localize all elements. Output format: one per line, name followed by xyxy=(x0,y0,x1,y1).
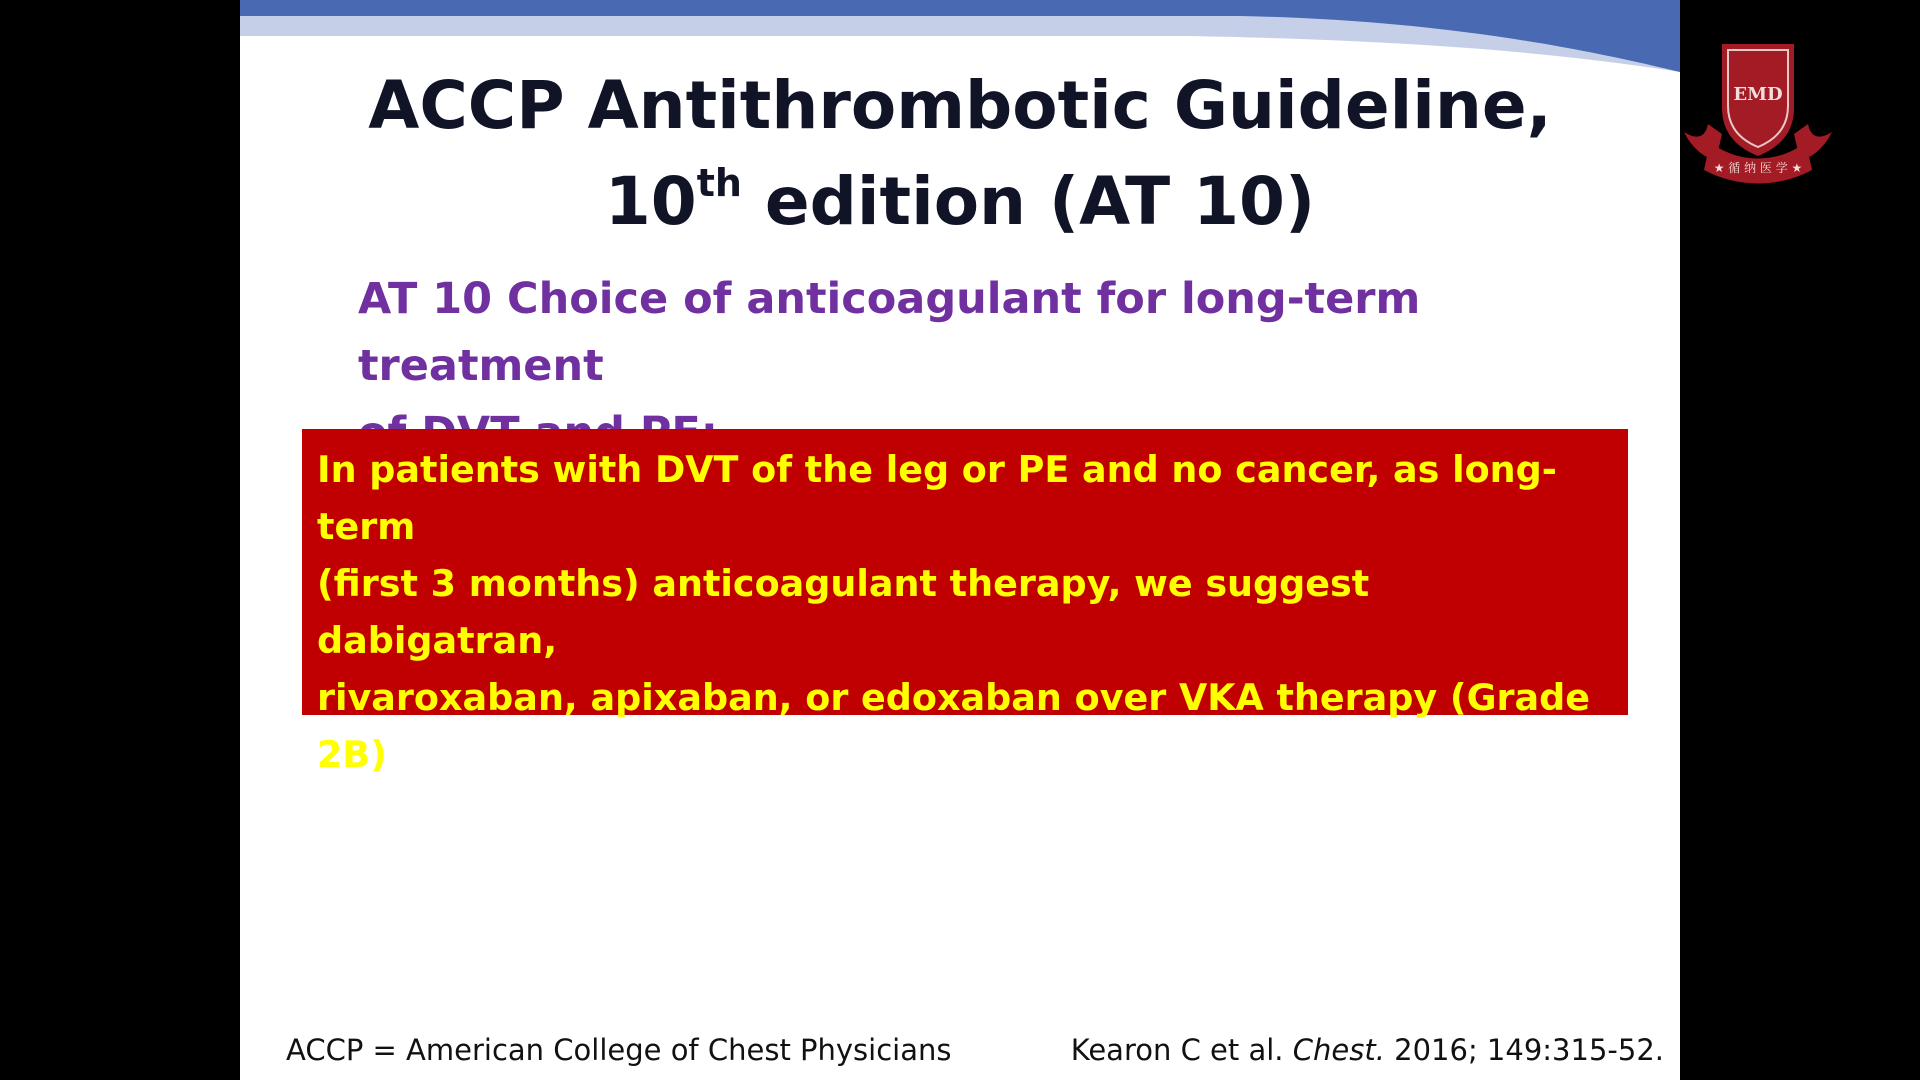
title-superscript: th xyxy=(696,161,742,205)
recommendation-line-2: (first 3 months) anticoagulant therapy, we suggest dabigatran, xyxy=(317,562,1370,662)
citation-journal: Chest. xyxy=(1292,1033,1385,1067)
footer-abbreviation-note: ACCP = American College of Chest Physicians xyxy=(286,1033,952,1067)
remarks-line-1: Remarks: Acute therapy with parenteral anticoagulation is given before xyxy=(317,790,1579,826)
slide-title xyxy=(240,58,1680,259)
recommendation-line-1: In patients with DVT of the leg or PE and no cancer, as long-term xyxy=(317,448,1557,548)
footer-citation xyxy=(1071,1030,1664,1070)
title-edition-suffix: edition (AT 10) xyxy=(741,163,1316,240)
recommendation-line-3: rivaroxaban, apixaban, or edoxaban over VKA therapy (Grade 2B) xyxy=(317,676,1591,776)
citation-details: 2016; 149:315-52. xyxy=(1384,1033,1664,1067)
title-edition-number: 10 xyxy=(604,163,697,240)
emd-crest-logo-icon xyxy=(1682,38,1834,188)
logo-crest-text: EMD xyxy=(1733,84,1783,105)
logo-ribbon-text: ★ 循 纳 医 学 ★ xyxy=(1713,161,1803,175)
recommendation-box xyxy=(302,429,1628,873)
remarks-line-2: dabigatran and edoxaban xyxy=(317,837,767,873)
subtitle-line-1: AT 10 Choice of anticoagulant for long-term treatment xyxy=(358,274,1421,391)
recommendation-text xyxy=(317,441,1614,783)
slide xyxy=(240,0,1680,1080)
citation-authors: Kearon C et al. xyxy=(1070,1033,1293,1067)
title-line-1: ACCP Antithrombotic Guideline, xyxy=(368,67,1552,144)
recommendation-remarks xyxy=(317,785,1614,879)
title-line-2 xyxy=(240,154,1680,259)
